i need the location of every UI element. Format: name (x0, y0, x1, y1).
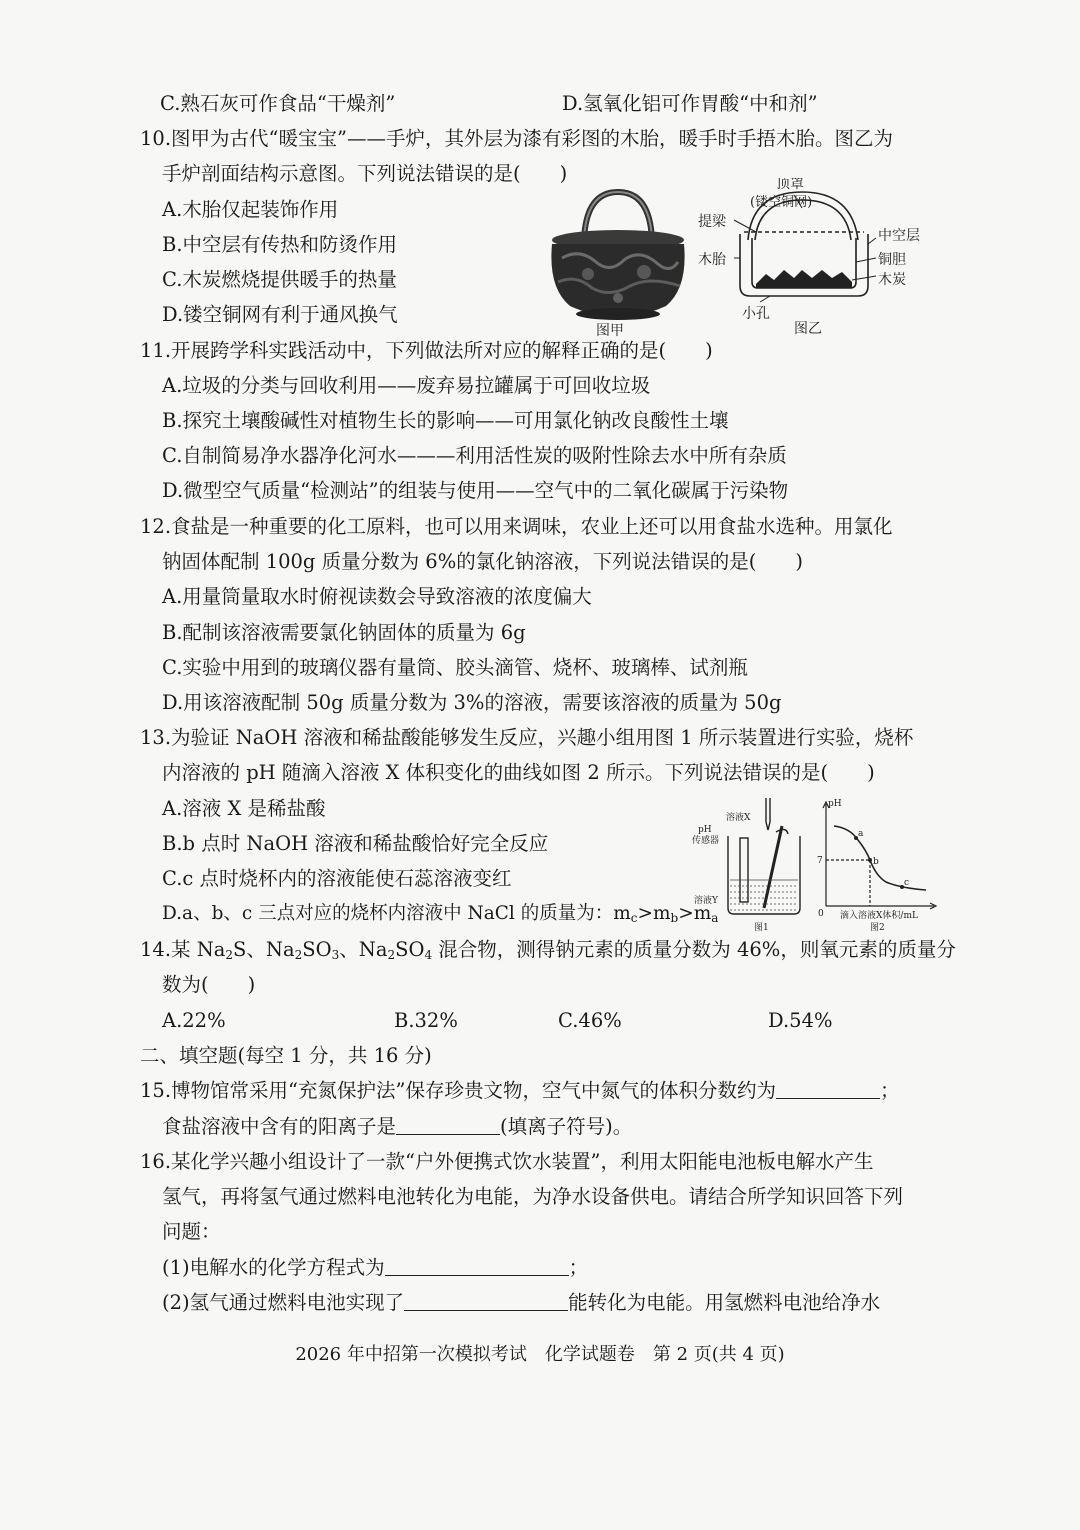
q10-stem: 10.图甲为古代“暖宝宝”——手炉，其外层为漆有彩图的木胎，暖手时手捂木胎。图乙为 (140, 127, 893, 150)
fig1-label: 图1 (754, 923, 769, 933)
label-solution-y: 溶液Y (694, 896, 718, 906)
q13-option-d: D.a、b、c 三点对应的烧杯内溶液中 NaCl 的质量为：$m_c>m_b>m_a$ (162, 903, 719, 925)
label-hollow-layer: 中空层 (878, 228, 920, 244)
q11-option-a: A.垃圾的分类与回收利用——废弃易拉罐属于可回收垃圾 (162, 374, 651, 397)
point-c-label: c (904, 878, 910, 888)
fig-label-yi: 图乙 (794, 321, 822, 337)
q15-line2: 食盐溶液中含有的阳离子是 (填离子符号)。 (162, 1115, 633, 1138)
q11-stem: 11.开展跨学科实践活动中，下列做法所对应的解释正确的是( ) (140, 339, 713, 362)
q13-figure (690, 796, 940, 936)
q13-option-c: C.c 点时烧杯内的溶液能使石蕊溶液变红 (162, 867, 512, 890)
q12-option-a: A.用量筒量取水时俯视读数会导致溶液的浓度偏大 (162, 585, 592, 608)
q10-option-c: C.木炭燃烧提供暖手的热量 (162, 268, 397, 291)
q15-blank-2[interactable] (396, 1114, 500, 1135)
q16-blank-2[interactable] (404, 1290, 568, 1311)
q12-option-d: D.用该溶液配制 50g 质量分数为 3%的溶液，需要该溶液的质量为 50g (162, 691, 782, 714)
q10-option-b: B.中空层有传热和防烫作用 (162, 233, 398, 256)
fig2-label: 图2 (870, 923, 885, 933)
charcoal-shape (756, 270, 852, 288)
tick-7: 7 (817, 856, 823, 866)
q12-stem-cont: 钠固体配制 100g 质量分数为 6%的氯化钠溶液，下列说法错误的是( ) (162, 550, 803, 573)
q14-option-d: D.54% (768, 1009, 833, 1032)
label-wood: 木胎 (698, 252, 726, 268)
label-copper-liner: 铜胆 (878, 252, 906, 268)
q14-stem: 14.某 Na2S、Na2SO3、Na2SO4 混合物，测得钠元素的质量分数为 46%，则氧元素的质量分 (140, 938, 956, 962)
point-b-marker (868, 858, 872, 862)
q16-blank-1[interactable] (385, 1255, 569, 1276)
q13-stem-cont: 内溶液的 pH 随滴入溶液 X 体积变化的曲线如图 2 所示。下列说法错误的是( ) (162, 761, 875, 784)
label-ph: pH (698, 825, 712, 835)
q13-option-b: B.b 点时 NaOH 溶液和稀盐酸恰好完全反应 (162, 832, 549, 855)
label-hole: 小孔 (742, 306, 770, 322)
q11-option-b: B.探究土壤酸碱性对植物生长的影响——可用氯化钠改良酸性土壤 (162, 409, 729, 432)
point-a-label: a (858, 829, 864, 839)
q11-option-c: C.自制简易净水器净化河水———利用活性炭的吸附性除去水中所有杂质 (162, 444, 787, 467)
label-copper-mesh: (镂空铜网) (750, 195, 813, 210)
ph-curve (834, 826, 926, 890)
hand-warmer-photo (551, 192, 684, 320)
label-top-cover: 顶罩 (776, 178, 804, 192)
section-heading: 二、填空题(每空 1 分，共 16 分) (140, 1044, 432, 1067)
q13-option-a: A.溶液 X 是稀盐酸 (162, 797, 326, 820)
fig-label-jia: 图甲 (596, 323, 624, 339)
label-charcoal: 木炭 (878, 272, 906, 288)
q16-line1: 16.某化学兴趣小组设计了一款“户外便携式饮水装置”，利用太阳能电池板电解水产生 (140, 1150, 874, 1173)
q10-option-d: D.镂空铜网有利于通风换气 (162, 303, 398, 326)
ph-axis-label: pH (828, 799, 842, 809)
label-ph-sensor: 传感器 (692, 836, 720, 846)
q10-option-a: A.木胎仅起装饰作用 (162, 198, 339, 221)
q12-stem: 12.食盐是一种重要的化工原料，也可以用来调味，农业上还可以用食盐水选种。用氯化 (140, 515, 893, 538)
q16-line3: 问题： (162, 1220, 221, 1243)
q15-blank-1[interactable] (776, 1078, 880, 1099)
q14-option-c: C.46% (558, 1009, 622, 1032)
q10-stem-cont: 手炉剖面结构示意图。下列说法错误的是( ) (162, 162, 568, 185)
page-footer: 2026 年中招第一次模拟考试 化学试题卷 第 2 页(共 4 页) (295, 1344, 785, 1365)
q13-stem: 13.为验证 NaOH 溶液和稀盐酸能够发生反应，兴趣小组用图 1 所示装置进行实验，烧杯 (140, 726, 914, 749)
label-handle: 提梁 (698, 214, 726, 230)
q9-option-c: C.熟石灰可作食品“干燥剂” (160, 92, 396, 115)
point-b-label: b (873, 857, 879, 867)
q15-line1: 15.博物馆常采用“充氮保护法”保存珍贵文物，空气中氮气的体积分数约为 ； (140, 1079, 900, 1102)
origin-label: 0 (818, 909, 824, 919)
ph-curve-axes (823, 802, 936, 909)
q14-option-a: A.22% (162, 1009, 226, 1032)
q12-option-b: B.配制该溶液需要氯化钠固体的质量为 6g (162, 621, 526, 644)
q10-figure (540, 178, 960, 343)
label-solution-x: 溶液X (726, 813, 751, 823)
x-axis-label: 滴入溶液X体积/mL (840, 911, 918, 921)
q16-line2: 氢气，再将氢气通过燃料电池转化为电能，为净水设备供电。请结合所学知识回答下列 (162, 1185, 904, 1208)
q14-option-b: B.32% (394, 1009, 458, 1032)
q16-part2: (2)氢气通过燃料电池实现了 能转化为电能。用氢燃料电池给净水 (162, 1291, 881, 1314)
q12-option-c: C.实验中用到的玻璃仪器有量筒、胶头滴管、烧杯、玻璃棒、试剂瓶 (162, 656, 748, 679)
q11-option-d: D.微型空气质量“检测站”的组装与使用——空气中的二氧化碳属于污染物 (162, 479, 789, 502)
q9-option-d: D.氢氧化铝可作胃酸“中和剂” (562, 92, 818, 115)
q16-part1: (1)电解水的化学方程式为 ； (162, 1256, 589, 1279)
q14-stem-cont: 数为( ) (162, 973, 256, 996)
